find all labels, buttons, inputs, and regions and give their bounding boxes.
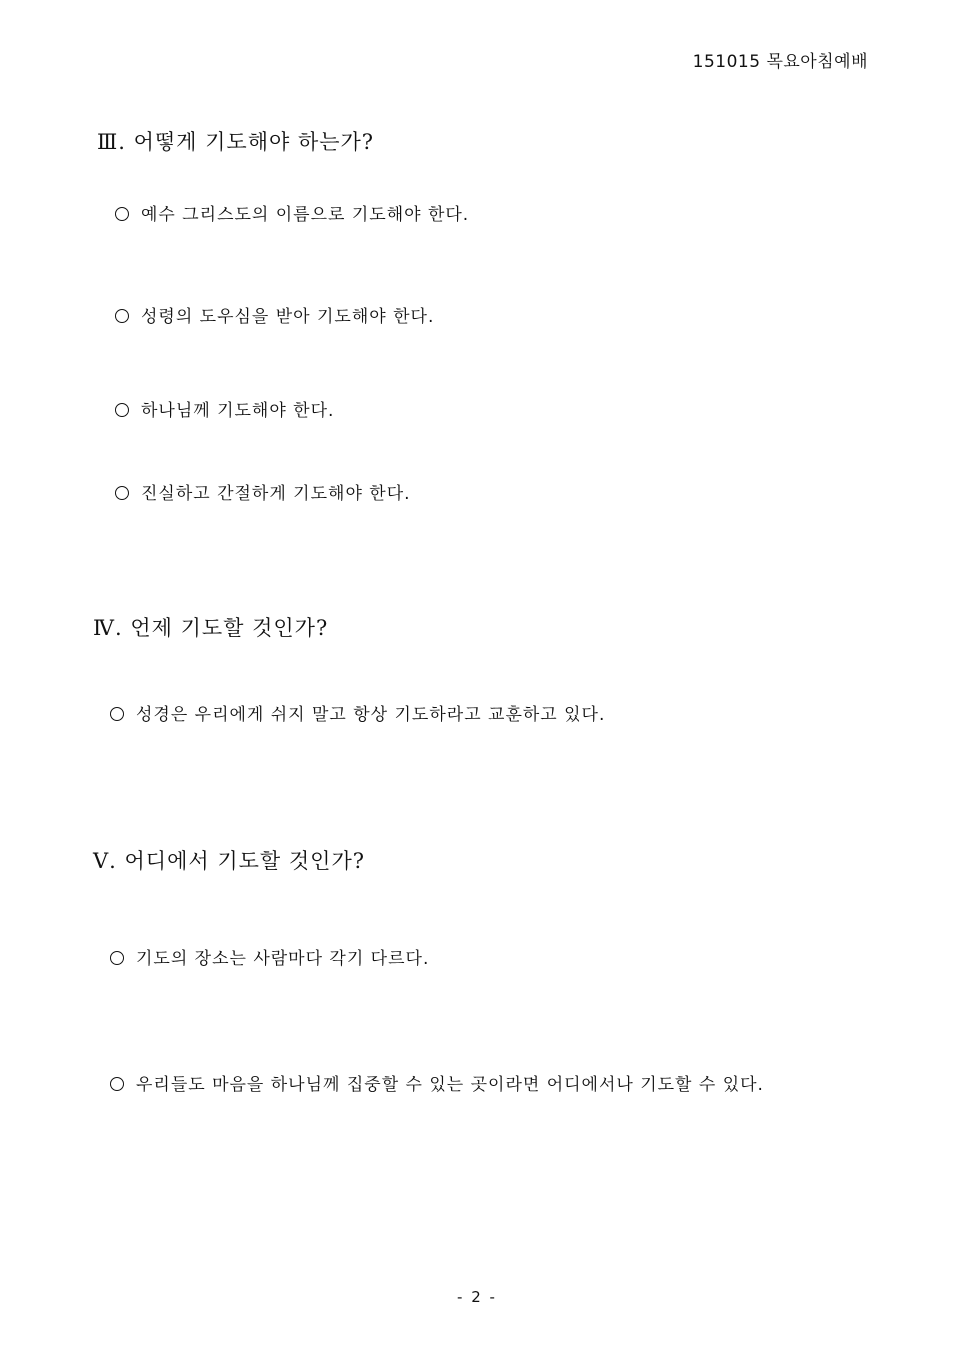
section-heading-5: Ⅴ. 어디에서 기도할 것인가? [93,849,365,873]
list-item-text: 우리들도 마음을 하나님께 집중할 수 있는 곳이라면 어디에서나 기도할 수 있다. [136,1075,764,1095]
list-item-text: 예수 그리스도의 이름으로 기도해야 한다. [141,205,470,225]
list-item [115,479,411,504]
list-item [115,302,434,327]
list-item [110,700,605,725]
circle-bullet-icon [115,309,129,323]
list-item [115,396,334,421]
list-item-text: 진실하고 간절하게 기도해야 한다. [141,484,411,504]
circle-bullet-icon [115,207,129,221]
section-heading-4: Ⅳ. 언제 기도할 것인가? [93,616,329,640]
section-heading-3: Ⅲ. 어떻게 기도해야 하는가? [97,130,375,154]
list-item [110,944,429,969]
list-item [115,200,469,225]
document-header: 151015 목요아침예배 [692,52,868,72]
circle-bullet-icon [110,707,124,721]
page-number: - 2 - [457,1288,497,1306]
list-item-text: 성경은 우리에게 쉬지 말고 항상 기도하라고 교훈하고 있다. [136,705,606,725]
circle-bullet-icon [110,951,124,965]
list-item-text: 기도의 장소는 사람마다 각기 다르다. [136,949,430,969]
circle-bullet-icon [110,1077,124,1091]
circle-bullet-icon [115,403,129,417]
list-item [110,1070,764,1095]
circle-bullet-icon [115,486,129,500]
list-item-text: 성령의 도우심을 받아 기도해야 한다. [141,307,435,327]
list-item-text: 하나님께 기도해야 한다. [141,401,335,421]
